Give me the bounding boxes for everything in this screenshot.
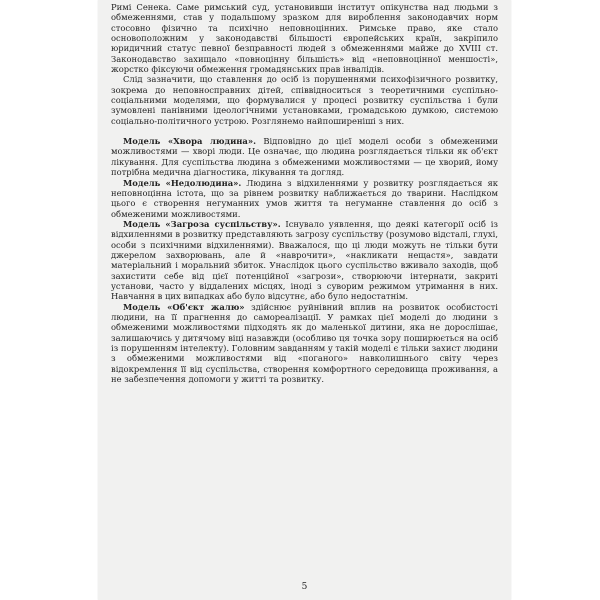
paragraph-roman-law bbox=[111, 2, 498, 74]
paragraph-label: Модель «Загроза суспільству». bbox=[123, 218, 281, 229]
paragraph-model-sick-person bbox=[111, 136, 498, 177]
paragraph-label: Модель «Хвора людина». bbox=[123, 136, 256, 147]
paragraph-text: Людина з відхиленнями у розвитку розглядається як неповноцінна істота, що за рівнем розвитку наближається до тварини. Наслідком цього є створення негуманних умов життя та негуманне ставлення до осіб з обмеженими можливостями. bbox=[111, 177, 498, 219]
book-page bbox=[98, 0, 511, 600]
text-body bbox=[111, 2, 498, 384]
paragraph-text: Слід зазначити, що ставлення до осіб із порушеннями психофізичного розвитку, зокрема до неповносправних дітей, співвідноситься з теоретичними суспільно-соціальними моделями, що формувалися у процесі розвитку суспільства і були зумовлені панівними ідеологічними установками, громадською думкою, системою соціально-політичного устрою. Розглянемо найпоширеніші з них. bbox=[111, 74, 498, 126]
paragraph-models-intro bbox=[111, 74, 498, 126]
page-number: 5 bbox=[301, 582, 308, 592]
paragraph-text: Існувало уявлення, що деякі категорії осіб із відхиленнями в розвитку представляють загрозу суспільству (розумово відсталі, глухі, особи з психічними відхиленнями). Вважалося, що ці люди можуть не тільки бути джерелом захворювань, але й «наврочити», «накликати нещастя», завдати матеріальний і моральний збиток. Унаслідок цього суспільство вживало заходів, щоб захистити себе від цієї потенційної «загрози», створюючи інтернати, закриті установи, часто у віддалених місцях, іноді з суворим режимом утримання в них. Навчання в цих випадках або було відсутнє, або було недостатнім. bbox=[111, 218, 498, 302]
paragraph-text: Римі Сенека. Саме римський суд, установивши інститут опікунства над людьми з обмеженнями, став у подальшому зразком для вироблення законодавчих норм стосовно фізично та психічно неповноцінних. Римське право, яке стало основоположним у законодавстві більшості європейських країн, закріпило юридичний статус певної безправності людей з обмеженнями майже до XVIII ст. Законодавство захищало «повноцінну більшість» від «неповноцінної меншості», жорстко фіксуючи обмеження громадянських прав інвалідів. bbox=[111, 2, 498, 75]
paragraph-model-threat bbox=[111, 219, 498, 302]
paragraph-model-subhuman bbox=[111, 178, 498, 219]
paragraph-label: Модель «Недолюдина». bbox=[123, 177, 242, 188]
paragraph-label: Модель «Об'єкт жалю» bbox=[123, 301, 245, 312]
paragraph-model-pity bbox=[111, 302, 498, 385]
paragraph-text: здійснює руйнівний вплив на розвиток особистості людини, на її прагнення до самореалізації. У рамках цієї моделі до людини з обмеженими можливостями підходять як до маленької дитини, яка не дорослішає, залишаючись у дитячому віці назавжди (особливо ця точка зору поширюється на осіб із порушенням інтелекту). Головним завданням у такій моделі є тільки захист людини з обмеженими можливостями від «поганого» навколишнього світу через відокремлення її від суспільства, створення комфортного середовища проживання, а не забезпечення допомоги у житті та розвитку. bbox=[111, 301, 498, 385]
paragraph-text: Відповідно до цієї моделі особи з обмеженими можливостями — хворі люди. Це означає, що людина розглядається тільки як об'єкт лікування. Для суспільства людина з обмеженими можливостями — це хворий, йому потрібна медична діагностика, лікування та догляд. bbox=[111, 136, 498, 178]
